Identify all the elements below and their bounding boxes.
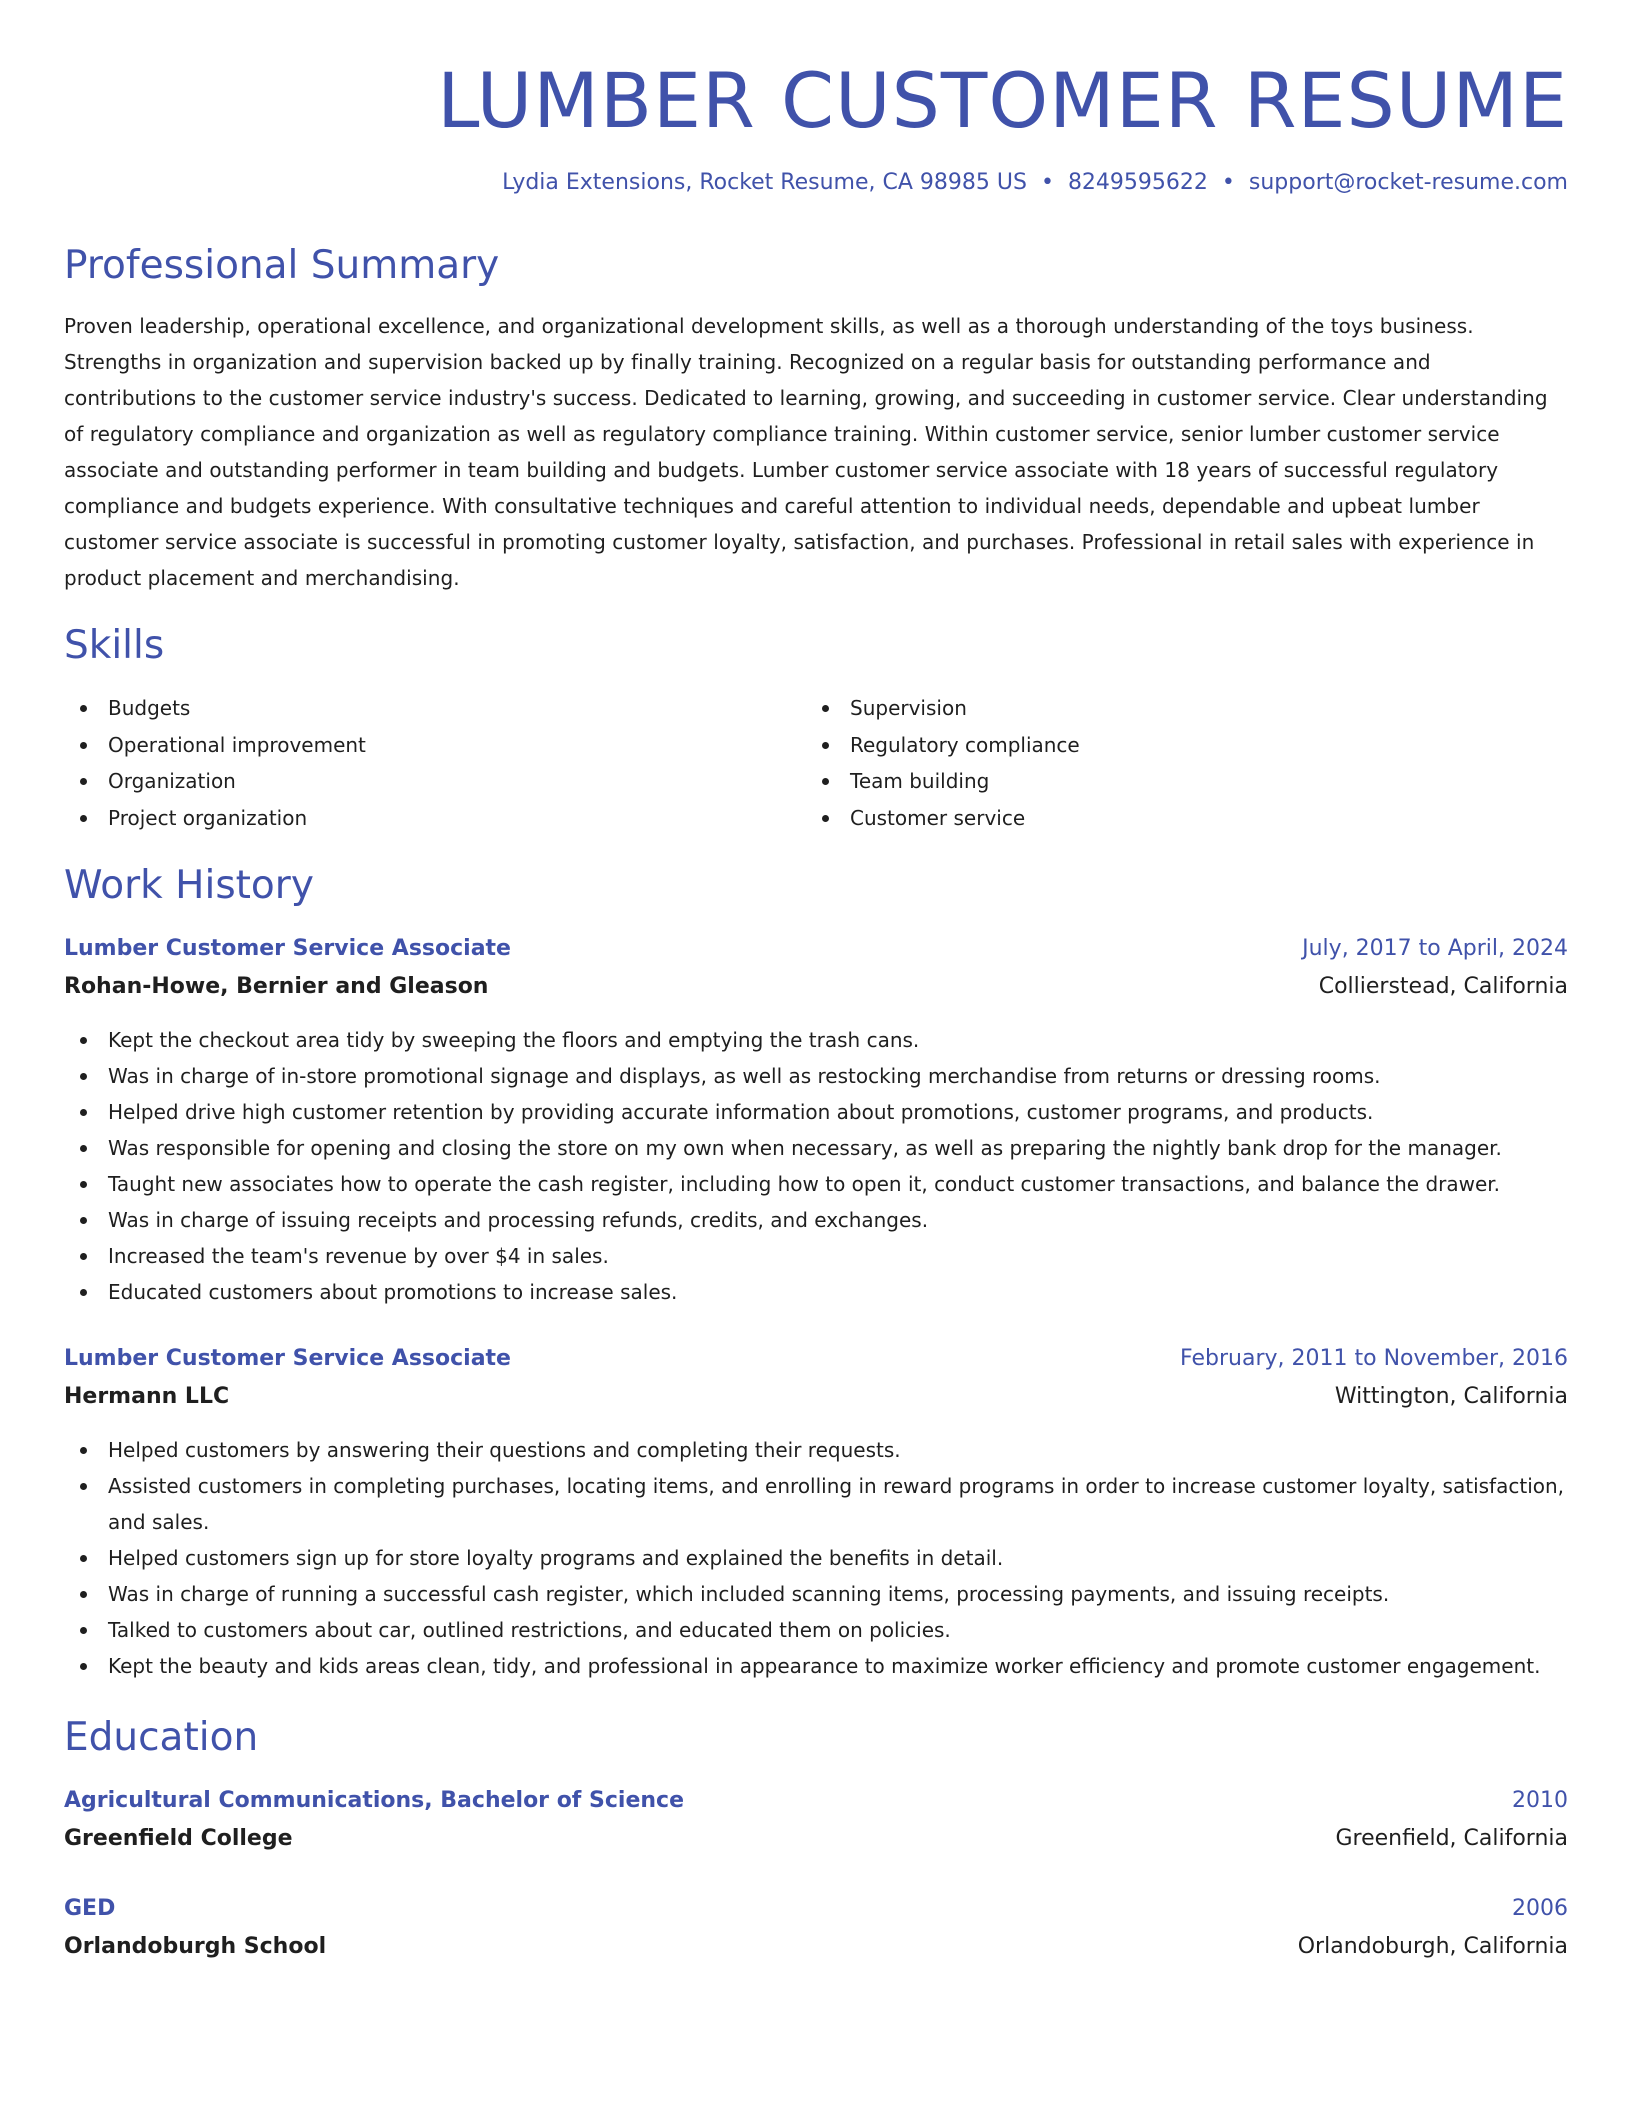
skills-column-right	[806, 690, 1548, 836]
education-year: 2006	[1512, 1896, 1568, 1921]
job-bullet: Helped customers by answering their questions and completing their requests.	[64, 1432, 1568, 1468]
contact-phone[interactable]: 8249595622	[1067, 170, 1208, 195]
skill-item: Budgets	[64, 690, 806, 727]
job-role: Lumber Customer Service Associate	[64, 1346, 511, 1371]
contact-email[interactable]: support@rocket-resume.com	[1248, 170, 1568, 195]
skill-item: Team building	[806, 763, 1548, 800]
summary-heading: Professional Summary	[64, 243, 500, 288]
job-bullet: Taught new associates how to operate the cash register, including how to open it, conduct customer transactions, and balance the drawer.	[64, 1166, 1568, 1202]
skills-heading: Skills	[64, 623, 165, 668]
job-bullet: Kept the checkout area tidy by sweeping the floors and emptying the trash cans.	[64, 1022, 1568, 1058]
skill-item: Operational improvement	[64, 727, 806, 764]
job-dates: July, 2017 to April, 2024	[1302, 936, 1568, 961]
contact-separator: •	[1040, 170, 1054, 195]
job-bullet: Kept the beauty and kids areas clean, tidy, and professional in appearance to maximize worker efficiency and promote customer engagement.	[64, 1648, 1568, 1684]
job-bullet: Was responsible for opening and closing the store on my own when necessary, as well as preparing the nightly bank drop for the manager.	[64, 1130, 1568, 1166]
job-company: Hermann LLC	[64, 1384, 230, 1409]
resume-page	[64, 0, 1568, 1966]
education-location: Greenfield, California	[1335, 1826, 1568, 1851]
skill-item: Supervision	[806, 690, 1548, 727]
job-bullet: Helped drive high customer retention by providing accurate information about promotions, customer programs, and products.	[64, 1094, 1568, 1130]
contact-address: Lydia Extensions, Rocket Resume, CA 98985 US	[502, 170, 1027, 195]
education-school-row	[64, 1928, 1568, 1966]
job-entry	[64, 1340, 1568, 1684]
education-school: Greenfield College	[64, 1826, 293, 1851]
contact-separator: •	[1221, 170, 1235, 195]
job-title-row	[64, 1340, 1568, 1378]
education-degree: GED	[64, 1896, 116, 1921]
job-company: Rohan-Howe, Bernier and Gleason	[64, 974, 489, 999]
education-degree-row	[64, 1890, 1568, 1928]
skill-item: Regulatory compliance	[806, 727, 1548, 764]
education-entry	[64, 1890, 1568, 1966]
education-school-row	[64, 1820, 1568, 1858]
job-location: Collierstead, California	[1318, 974, 1568, 999]
education-school: Orlandoburgh School	[64, 1934, 327, 1959]
job-dates: February, 2011 to November, 2016	[1180, 1346, 1568, 1371]
skills-list	[64, 690, 1568, 836]
job-bullet: Was in charge of in-store promotional signage and displays, as well as restocking merchandise from returns or dressing rooms.	[64, 1058, 1568, 1094]
skill-item: Organization	[64, 763, 806, 800]
job-role: Lumber Customer Service Associate	[64, 936, 511, 961]
education-entry	[64, 1782, 1568, 1858]
resume-title: LUMBER CUSTOMER RESUME	[437, 56, 1568, 145]
skill-item: Customer service	[806, 800, 1548, 837]
education-year: 2010	[1512, 1788, 1568, 1813]
job-bullet: Talked to customers about car, outlined restrictions, and educated them on policies.	[64, 1612, 1568, 1648]
job-bullets	[64, 1022, 1568, 1310]
job-location: Wittington, California	[1334, 1384, 1568, 1409]
job-entry	[64, 930, 1568, 1310]
job-bullet: Was in charge of running a successful cash register, which included scanning items, processing payments, and issuing receipts.	[64, 1576, 1568, 1612]
education-degree: Agricultural Communications, Bachelor of Science	[64, 1788, 685, 1813]
education-degree-row	[64, 1782, 1568, 1820]
job-bullet: Increased the team's revenue by over $4 in sales.	[64, 1238, 1568, 1274]
resume-header	[64, 0, 1568, 198]
skill-item: Project organization	[64, 800, 806, 837]
job-title-row	[64, 930, 1568, 968]
job-bullet: Assisted customers in completing purchases, locating items, and enrolling in reward programs in order to increase customer loyalty, satisfaction, and sales.	[64, 1468, 1568, 1540]
job-company-row	[64, 1378, 1568, 1416]
contact-line	[64, 168, 1568, 198]
summary-text: Proven leadership, operational excellence, and organizational development skills, as well as a thorough understanding of the toys business. Strengths in organization and supervision backed up by finally training. Recognized on a regular basis for outstanding performance and contributions to the customer service industry's success. Dedicated to learning, growing, and succeeding in customer service. Clear understanding of regulatory compliance and organization as well as regulatory compliance training. Within customer service, senior lumber customer service associate and outstanding performer in team building and budgets. Lumber customer service associate with 18 years of successful regulatory compliance and budgets experience. With consultative techniques and careful attention to individual needs, dependable and upbeat lumber customer service associate is successful in promoting customer loyalty, satisfaction, and purchases. Professional in retail sales with experience in product placement and merchandising.	[64, 314, 1548, 590]
job-company-row	[64, 968, 1568, 1006]
work-history-heading: Work History	[64, 863, 314, 908]
job-bullet: Was in charge of issuing receipts and processing refunds, credits, and exchanges.	[64, 1202, 1568, 1238]
job-bullet: Helped customers sign up for store loyalty programs and explained the benefits in detail.	[64, 1540, 1568, 1576]
skills-column-left	[64, 690, 806, 836]
job-bullets	[64, 1432, 1568, 1684]
education-heading: Education	[64, 1715, 259, 1760]
education-location: Orlandoburgh, California	[1297, 1934, 1568, 1959]
job-bullet: Educated customers about promotions to increase sales.	[64, 1274, 1568, 1310]
